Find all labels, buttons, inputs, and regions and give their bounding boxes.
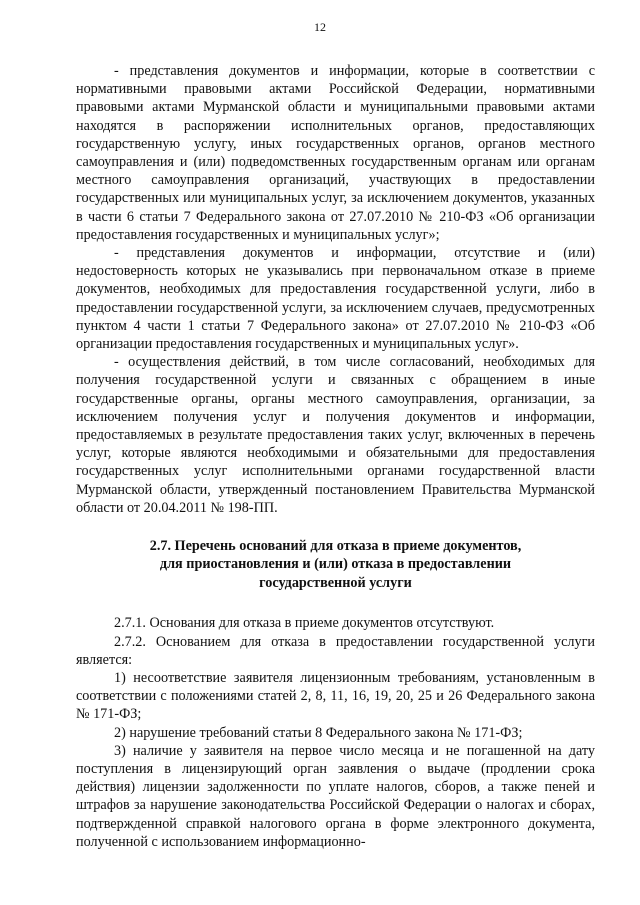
heading-line: государственной услуги: [259, 574, 412, 591]
paragraph-2-7-2: 2.7.2. Основанием для отказа в предоставлении государственной услуги является:: [76, 633, 595, 668]
paragraph-missing-information: - представления документов и информации, отсутствие и (или) недостоверность которых не указывались при первоначальном отказе в приеме документов, необходимых для предоставления государственной услуги, либо в предоставлении государственной услуги, за исключением случаев, предусмотренных пунктом 4 части 1 статьи 7 Федерального закона» от 27.07.2010 № 210-ФЗ «Об организации предоставления государственных и муниципальных услуг».: [76, 245, 595, 353]
paragraph-2-7-1: 2.7.1. Основания для отказа в приеме документов отсутствуют.: [114, 615, 495, 632]
heading-line: для приостановления и (или) отказа в предоставлении: [159, 556, 512, 573]
section-heading-2-7: [76, 537, 595, 592]
list-item-1: 1) несоответствие заявителя лицензионным требованиям, установленным в соответствии с положениями статей 2, 8, 11, 16, 19, 20, 25 и 26 Федерального закона № 171-ФЗ;: [76, 669, 595, 723]
page-number: 12: [314, 20, 326, 34]
paragraph-approval-actions: - осуществления действий, в том числе согласований, необходимых для получения государственной услуги и связанных с обращением в иные государственные органы, органы местного самоуправления, организации, за исключением получения услуг и получения документов и информации, предоставляемых в результате предоставления таких услуг, включенных в перечень услуг, которые являются необходимыми и обязательными для предоставления государственных услуг исполнительными органами государственной власти Мурманской области, утвержденный постановлением Правительства Мурманской области от 20.04.2011 № 198-ПП.: [76, 354, 595, 516]
heading-line: 2.7. Перечень оснований для отказа в приеме документов,: [149, 538, 522, 555]
list-item-3: 3) наличие у заявителя на первое число месяца и не погашенной на дату поступления в лицензирующий орган заявления о выдаче (продлении срока действия) лицензии задолженности по уплате налогов, сборов, а также пеней и штрафов за нарушение законодательства Российской Федерации о налогах и сборах, подтвержденной справкой налогового органа в форме электронного документа, полученной с использованием информационно-: [76, 742, 595, 850]
paragraph-submission-of-documents: - представления документов и информации, которые в соответствии с нормативными правовыми актами Российской Федерации, нормативными правовыми актами Мурманской области и муниципальными правовыми актами находятся в распоряжении исполнительных органов, предоставляющих государственную услугу, иных государственных органов, органов местного самоуправления и (или) подведомственных государственным органам или органам местного самоуправления организаций, участвующих в предоставлении государственных или муниципальных услуг, за исключением документов, указанных в части 6 статьи 7 Федерального закона от 27.07.2010 № 210-ФЗ «Об организации предоставления государственных и муниципальных услуг»;: [76, 63, 595, 243]
page-content: [76, 62, 595, 851]
list-item-2: 2) нарушение требований статьи 8 Федерального закона № 171-ФЗ;: [114, 724, 523, 741]
